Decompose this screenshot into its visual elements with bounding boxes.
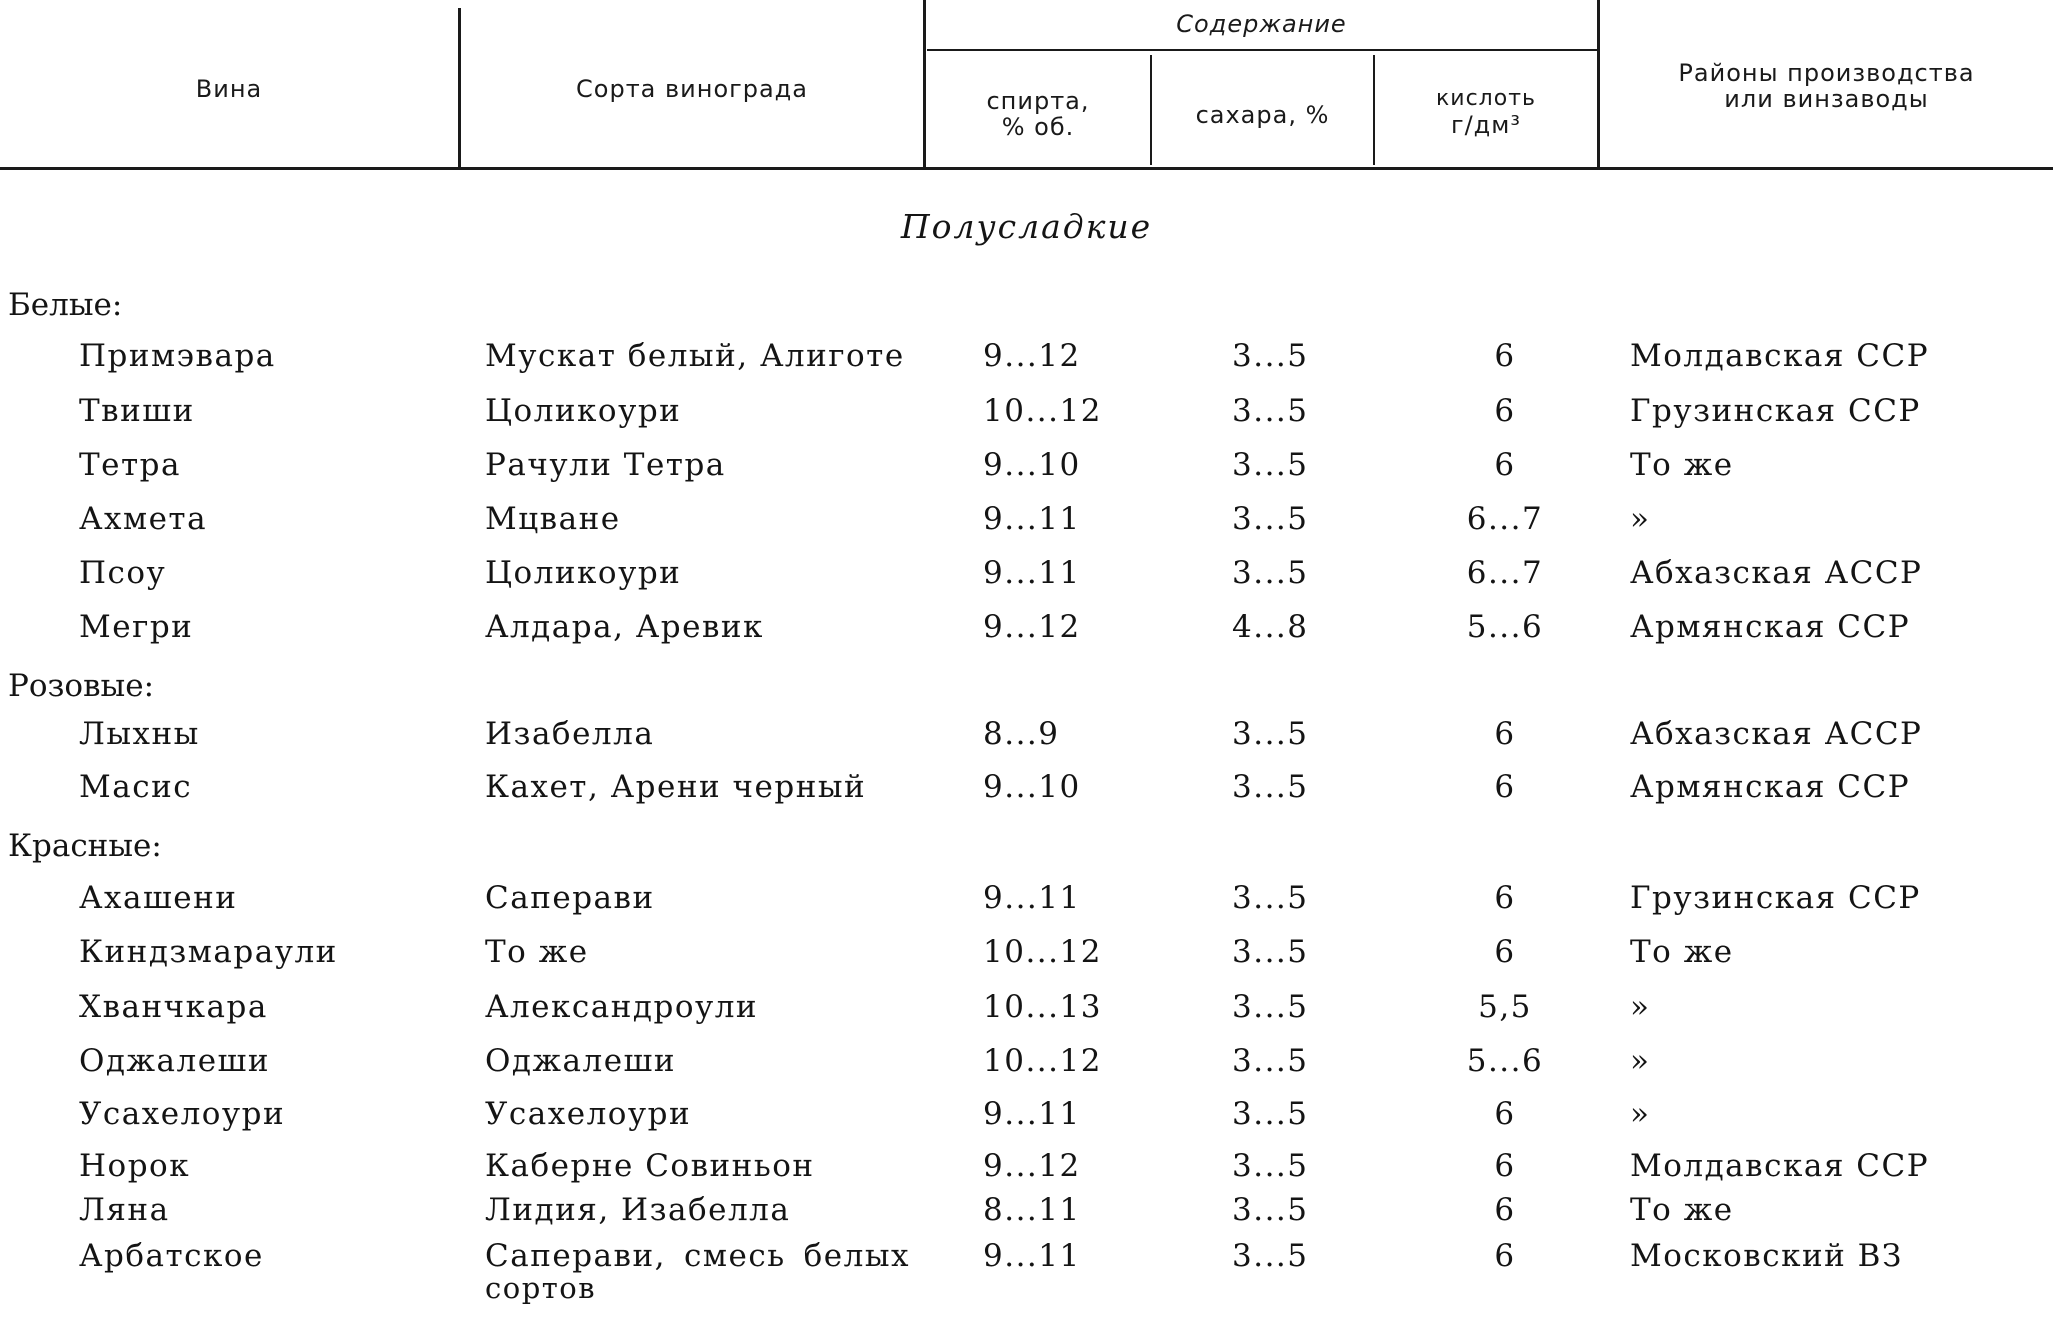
sugar-value: 3...5 xyxy=(1232,1096,1309,1132)
category-rose: Розовые: xyxy=(8,668,155,704)
acid-value: 6 xyxy=(1494,338,1516,374)
alcohol-value: 9...10 xyxy=(983,769,1081,805)
alcohol-value: 8...11 xyxy=(983,1192,1081,1228)
header-regions xyxy=(1600,60,2053,112)
alcohol-value: 9...11 xyxy=(983,1238,1081,1274)
region-name: Молдавская ССР xyxy=(1630,338,1930,374)
wine-name: Норок xyxy=(79,1148,191,1184)
acid-value: 6 xyxy=(1494,934,1516,970)
sugar-value: 3...5 xyxy=(1232,1148,1309,1184)
category-white: Белые: xyxy=(8,287,123,323)
content-group-rule xyxy=(927,49,1597,51)
grape-variety: Изабелла xyxy=(485,716,655,752)
wine-name: Примэвара xyxy=(79,338,276,374)
sugar-value: 3...5 xyxy=(1232,447,1309,483)
sugar-value: 3...5 xyxy=(1232,338,1309,374)
region-name: Грузинская ССР xyxy=(1630,393,1921,429)
region-name: Абхазская АССР xyxy=(1630,716,1923,752)
wine-name: Ахмета xyxy=(79,501,208,537)
alcohol-value: 10...12 xyxy=(983,393,1102,429)
sugar-value: 3...5 xyxy=(1232,716,1309,752)
sugar-value: 3...5 xyxy=(1232,1043,1309,1079)
grape-variety: Александроули xyxy=(485,989,759,1025)
acid-value: 6 xyxy=(1494,1238,1516,1274)
acid-value: 5,5 xyxy=(1478,989,1532,1025)
wine-name: Псоу xyxy=(79,555,167,591)
grape-variety: Саперави xyxy=(485,880,655,916)
alcohol-value: 9...11 xyxy=(983,555,1081,591)
acid-value: 6 xyxy=(1494,880,1516,916)
alcohol-value: 9...11 xyxy=(983,1096,1081,1132)
grape-variety: Цоликоури xyxy=(485,393,682,429)
sugar-value: 3...5 xyxy=(1232,393,1309,429)
acid-value: 6 xyxy=(1494,447,1516,483)
region-name: Молдавская ССР xyxy=(1630,1148,1930,1184)
grape-variety: Мускат белый, Алиготе xyxy=(485,338,905,374)
header-acid xyxy=(1375,86,1597,138)
wine-name: Арбатское xyxy=(79,1238,264,1274)
alcohol-value: 10...13 xyxy=(983,989,1102,1025)
acid-value: 6 xyxy=(1494,716,1516,752)
region-name: » xyxy=(1630,989,1651,1025)
grape-variety: Каберне Совиньон xyxy=(485,1148,815,1184)
sugar-value: 3...5 xyxy=(1232,555,1309,591)
wine-name: Тетра xyxy=(79,447,181,483)
grape-variety: Лидия, Изабелла xyxy=(485,1192,791,1228)
alcohol-value: 9...12 xyxy=(983,338,1081,374)
grape-variety: Мцване xyxy=(485,501,621,537)
wine-name: Ляна xyxy=(79,1192,170,1228)
region-name: Московский ВЗ xyxy=(1630,1238,1903,1274)
header-bottom-rule xyxy=(0,167,2053,170)
alcohol-value: 9...11 xyxy=(983,501,1081,537)
alcohol-value: 10...12 xyxy=(983,934,1102,970)
acid-value: 6 xyxy=(1494,1096,1516,1132)
wine-name: Хванчкара xyxy=(79,989,268,1025)
grape-variety: Цоликоури xyxy=(485,555,682,591)
sugar-value: 3...5 xyxy=(1232,501,1309,537)
region-name: » xyxy=(1630,501,1651,537)
grape-variety: То же xyxy=(485,934,589,970)
grape-variety: Алдара, Аревик xyxy=(485,609,764,645)
acid-value: 6...7 xyxy=(1466,501,1544,537)
acid-value: 6 xyxy=(1494,1148,1516,1184)
wine-name: Масис xyxy=(79,769,193,805)
sugar-value: 3...5 xyxy=(1232,1238,1309,1274)
alcohol-value: 9...10 xyxy=(983,447,1081,483)
header-regions-line1: Районы производства xyxy=(1678,59,1975,87)
grape-variety: Оджалеши xyxy=(485,1043,677,1079)
sugar-value: 4...8 xyxy=(1232,609,1309,645)
header-wines: Вина xyxy=(195,75,263,103)
region-name: То же xyxy=(1630,934,1734,970)
acid-value: 6 xyxy=(1494,393,1516,429)
header-regions-line2: или винзаводы xyxy=(1724,85,1929,113)
acid-value: 6...7 xyxy=(1466,555,1544,591)
wine-name: Мегри xyxy=(79,609,194,645)
category-red: Красные: xyxy=(8,828,162,864)
grape-variety: Усахелоури xyxy=(485,1096,692,1132)
sugar-value: 3...5 xyxy=(1232,1192,1309,1228)
grape-variety: Кахет, Арени черный xyxy=(485,769,867,805)
header-grapes: Сорта винограда xyxy=(576,75,808,103)
acid-value: 6 xyxy=(1494,769,1516,805)
sugar-value: 3...5 xyxy=(1232,989,1309,1025)
acid-value: 5...6 xyxy=(1466,609,1544,645)
wine-name: Киндзмараули xyxy=(79,934,338,970)
grape-variety-line2: сортов xyxy=(485,1271,597,1305)
section-title: Полусладкие xyxy=(900,207,1153,246)
region-name: Армянская ССР xyxy=(1630,769,1911,805)
alcohol-value: 9...12 xyxy=(983,609,1081,645)
header-content: Содержание xyxy=(1176,10,1347,38)
alcohol-value: 8...9 xyxy=(983,716,1060,752)
sugar-value: 3...5 xyxy=(1232,934,1309,970)
region-name: Абхазская АССР xyxy=(1630,555,1923,591)
wine-name: Оджалеши xyxy=(79,1043,271,1079)
grape-variety xyxy=(485,1240,910,1304)
header-acid-line2: г/дм³ xyxy=(1450,111,1521,139)
header-acid-line1: кислоть xyxy=(1436,86,1536,111)
grape-variety: Рачули Тетра xyxy=(485,447,726,483)
region-name: Армянская ССР xyxy=(1630,609,1911,645)
acid-value: 6 xyxy=(1494,1192,1516,1228)
region-name: То же xyxy=(1630,447,1734,483)
alcohol-value: 9...12 xyxy=(983,1148,1081,1184)
sugar-value: 3...5 xyxy=(1232,880,1309,916)
acid-value: 5...6 xyxy=(1466,1043,1544,1079)
region-name: Грузинская ССР xyxy=(1630,880,1921,916)
alcohol-value: 9...11 xyxy=(983,880,1081,916)
wine-name: Твиши xyxy=(79,393,195,429)
region-name: » xyxy=(1630,1043,1651,1079)
wine-name: Лыхны xyxy=(79,716,200,752)
region-name: » xyxy=(1630,1096,1651,1132)
wine-name: Усахелоури xyxy=(79,1096,286,1132)
header-alcohol-line1: спирта, xyxy=(986,87,1090,115)
grape-variety-line1: Саперави, смесь белых xyxy=(485,1238,910,1274)
wine-name: Ахашени xyxy=(79,880,238,916)
header-alcohol xyxy=(926,88,1150,140)
alcohol-value: 10...12 xyxy=(983,1043,1102,1079)
header-sugar: сахара, % xyxy=(1195,101,1330,129)
sugar-value: 3...5 xyxy=(1232,769,1309,805)
header-alcohol-line2: % об. xyxy=(1001,113,1075,141)
region-name: То же xyxy=(1630,1192,1734,1228)
